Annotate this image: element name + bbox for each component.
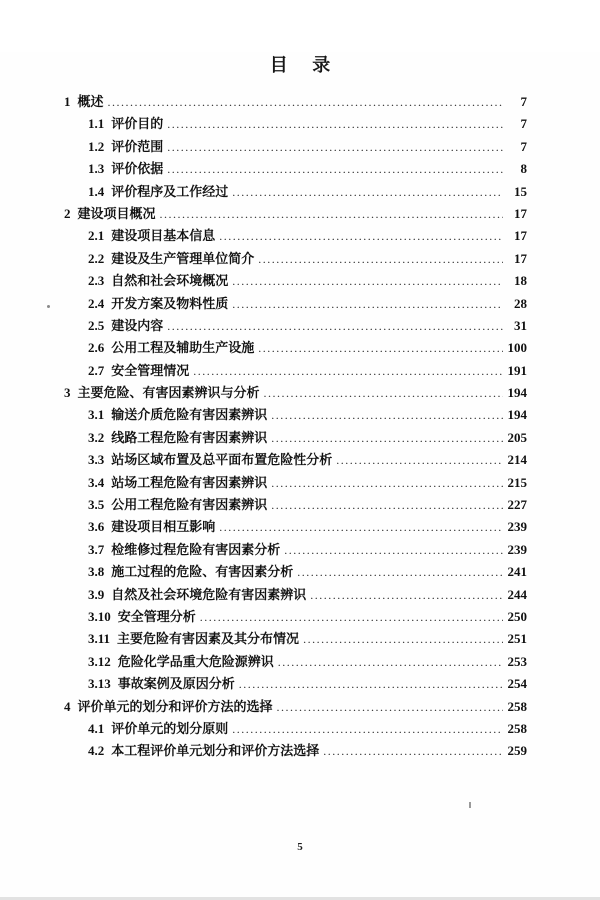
toc-entry-label bbox=[88, 315, 163, 334]
toc-entry bbox=[64, 113, 527, 135]
toc-entry bbox=[64, 494, 527, 516]
toc-entry-number: 2.1 bbox=[88, 228, 105, 244]
toc-entry bbox=[64, 427, 527, 449]
toc-entry-number: 3.4 bbox=[88, 474, 105, 490]
toc-entry-number: 3.11 bbox=[88, 631, 111, 647]
toc-entry-title: 建设项目概况 bbox=[77, 205, 156, 221]
toc-entry-number: 3.2 bbox=[88, 429, 105, 445]
dot-leader bbox=[271, 407, 503, 423]
toc-entry-title: 建设项目基本信息 bbox=[111, 228, 216, 244]
toc-entry-label bbox=[88, 225, 215, 244]
dot-leader bbox=[167, 139, 503, 155]
toc-entry-label bbox=[64, 382, 260, 401]
toc-entry-label bbox=[88, 293, 228, 312]
toc-entry bbox=[64, 696, 527, 718]
toc-entry-number: 3.9 bbox=[88, 586, 105, 602]
toc-entry bbox=[64, 91, 527, 113]
toc-entry-label bbox=[64, 91, 104, 110]
dot-leader bbox=[219, 228, 503, 244]
toc-entry bbox=[64, 270, 527, 292]
toc-entry-label bbox=[88, 270, 228, 289]
toc-entry-number: 1.1 bbox=[88, 116, 105, 132]
toc-entry-label bbox=[88, 449, 332, 468]
toc-entry-number: 1.2 bbox=[88, 138, 105, 154]
toc-entry-number: 2.5 bbox=[88, 317, 105, 333]
dot-leader bbox=[277, 699, 503, 715]
toc-entry bbox=[64, 360, 527, 382]
toc-entry-title: 评价目的 bbox=[111, 116, 164, 132]
toc-entry-label bbox=[88, 360, 189, 379]
toc-entry-label bbox=[88, 516, 215, 535]
toc-entry-label bbox=[88, 718, 228, 737]
toc-entry-title: 评价依据 bbox=[111, 161, 164, 177]
toc-entry-label bbox=[88, 651, 274, 670]
toc-entry-label bbox=[88, 248, 254, 267]
toc-entry bbox=[64, 606, 527, 628]
toc-entry-label bbox=[88, 136, 163, 155]
toc-entry-number: 3.5 bbox=[88, 497, 105, 513]
page-title: 目 录 bbox=[269, 55, 341, 75]
toc-entry-page: 17 bbox=[514, 228, 527, 244]
toc-entry bbox=[64, 248, 527, 270]
toc-entry-title: 自然及社会环境危险有害因素辨识 bbox=[111, 586, 307, 602]
toc-entry-label bbox=[64, 203, 156, 222]
toc-entry bbox=[64, 136, 527, 158]
toc-entry bbox=[64, 651, 527, 673]
toc-entry-title: 评价范围 bbox=[111, 138, 164, 154]
dot-leader bbox=[310, 587, 503, 603]
toc-entry-title: 建设及生产管理单位简介 bbox=[111, 250, 255, 266]
toc-entry-label bbox=[88, 472, 267, 491]
toc-entry-page: 239 bbox=[507, 519, 527, 535]
toc-entry-title: 输送介质危险有害因素辨识 bbox=[111, 407, 268, 423]
toc-entry bbox=[64, 740, 527, 762]
footer-page-number: 5 bbox=[297, 841, 303, 853]
dot-leader bbox=[108, 94, 503, 110]
toc-entry-page: 253 bbox=[507, 653, 527, 669]
toc-entry-label bbox=[88, 337, 254, 356]
toc-entry-title: 危险化学品重大危险源辨识 bbox=[117, 653, 274, 669]
toc-entry bbox=[64, 225, 527, 247]
dot-leader bbox=[278, 654, 503, 670]
toc-entry-title: 主要危险、有害因素辨识与分析 bbox=[77, 385, 260, 401]
toc-entry-page: 8 bbox=[520, 161, 527, 177]
toc-entry-number: 3.13 bbox=[88, 676, 111, 692]
toc-entry-page: 227 bbox=[507, 497, 527, 513]
dot-leader bbox=[271, 497, 503, 513]
toc-entry-page: 100 bbox=[507, 340, 527, 356]
toc-entry bbox=[64, 516, 527, 538]
toc-entry-page: 7 bbox=[520, 116, 527, 132]
toc-entry bbox=[64, 718, 527, 740]
toc-entry-title: 事故案例及原因分析 bbox=[117, 676, 235, 692]
toc-entry-title: 概述 bbox=[77, 94, 104, 109]
toc-entry-page: 194 bbox=[507, 407, 527, 423]
dot-leader bbox=[271, 475, 503, 491]
toc-entry-label bbox=[88, 561, 293, 580]
toc-entry bbox=[64, 404, 527, 426]
toc-entry-title: 主要危险有害因素及其分布情况 bbox=[117, 631, 300, 647]
dot-leader bbox=[219, 519, 503, 535]
dot-leader bbox=[167, 318, 503, 334]
toc-entry-title: 线路工程危险有害因素辨识 bbox=[111, 429, 268, 445]
dot-leader bbox=[232, 184, 503, 200]
dot-leader bbox=[232, 296, 503, 312]
toc-entry-number: 3.3 bbox=[88, 452, 105, 468]
toc-entry-title: 站场工程危险有害因素辨识 bbox=[111, 474, 268, 490]
toc-entry-page: 258 bbox=[507, 720, 527, 736]
toc-entry-label bbox=[88, 628, 299, 647]
toc-entry-page: 31 bbox=[514, 317, 527, 333]
dot-leader bbox=[232, 273, 503, 289]
dot-leader bbox=[323, 743, 503, 759]
toc-entry-label bbox=[88, 404, 267, 423]
toc-entry-page: 250 bbox=[507, 608, 527, 624]
toc-entry-number: 2 bbox=[64, 205, 71, 221]
toc-entry-label bbox=[88, 539, 280, 558]
toc-entry-label bbox=[64, 696, 273, 715]
scan-speck bbox=[47, 305, 50, 308]
toc-entry-page: 241 bbox=[507, 564, 527, 580]
toc-entry-title: 开发方案及物料性质 bbox=[111, 295, 229, 311]
toc-entry-label bbox=[88, 606, 196, 625]
dot-leader bbox=[232, 721, 503, 737]
toc-entry-page: 215 bbox=[507, 474, 527, 490]
toc-entry-page: 28 bbox=[514, 295, 527, 311]
toc-entry-number: 3.8 bbox=[88, 564, 105, 580]
toc-entry-title: 建设项目相互影响 bbox=[111, 519, 216, 535]
toc-entry-number: 4.1 bbox=[88, 720, 105, 736]
toc-entry bbox=[64, 181, 527, 203]
toc-entry-number: 3.7 bbox=[88, 541, 105, 557]
toc-entry-title: 建设内容 bbox=[111, 317, 164, 333]
dot-leader bbox=[271, 430, 503, 446]
toc-entry-page: 205 bbox=[507, 429, 527, 445]
toc-entry-page: 18 bbox=[514, 273, 527, 289]
dot-leader bbox=[303, 631, 503, 647]
toc-entry-page: 251 bbox=[507, 631, 527, 647]
toc-entry-title: 检维修过程危险有害因素分析 bbox=[111, 541, 281, 557]
toc-entry bbox=[64, 628, 527, 650]
toc-entry-label bbox=[88, 158, 163, 177]
toc-entry bbox=[64, 293, 527, 315]
toc-entry-title: 公用工程及辅助生产设施 bbox=[111, 340, 255, 356]
dot-leader bbox=[284, 542, 503, 558]
toc-entry-label bbox=[88, 740, 319, 759]
toc-entry-page: 7 bbox=[520, 138, 527, 154]
toc-entry-page: 194 bbox=[507, 385, 527, 401]
toc-entry-title: 站场区域布置及总平面布置危险性分析 bbox=[111, 452, 333, 468]
toc-entry-number: 2.2 bbox=[88, 250, 105, 266]
toc-entry-page: 17 bbox=[514, 250, 527, 266]
scan-speck bbox=[469, 802, 471, 808]
dot-leader bbox=[336, 452, 503, 468]
toc-entry-title: 评价单元的划分原则 bbox=[111, 720, 229, 736]
toc-entry bbox=[64, 449, 527, 471]
toc-entry-number: 1.3 bbox=[88, 161, 105, 177]
dot-leader bbox=[264, 385, 503, 401]
dot-leader bbox=[258, 340, 503, 356]
toc-entry-number: 3 bbox=[64, 385, 71, 401]
toc-entry-page: 7 bbox=[520, 94, 527, 109]
toc-entry bbox=[64, 158, 527, 180]
dot-leader bbox=[297, 564, 503, 580]
toc-entry bbox=[64, 203, 527, 225]
toc-entry-number: 4 bbox=[64, 698, 71, 714]
toc-entry bbox=[64, 584, 527, 606]
dot-leader bbox=[167, 116, 503, 132]
toc-entry-number: 3.6 bbox=[88, 519, 105, 535]
toc-entry-title: 安全管理分析 bbox=[117, 608, 196, 624]
toc-entry-page: 191 bbox=[507, 362, 527, 378]
toc-entry-number: 2.6 bbox=[88, 340, 105, 356]
toc-list bbox=[0, 91, 600, 763]
toc-entry-number: 2.4 bbox=[88, 295, 105, 311]
toc-entry bbox=[64, 315, 527, 337]
toc-entry-number: 1 bbox=[64, 94, 71, 109]
toc-entry-number: 3.10 bbox=[88, 608, 111, 624]
toc-entry-page: 15 bbox=[514, 183, 527, 199]
toc-entry-page: 258 bbox=[507, 698, 527, 714]
toc-entry-number: 2.7 bbox=[88, 362, 105, 378]
dot-leader bbox=[239, 676, 503, 692]
toc-entry-label bbox=[88, 181, 228, 200]
toc-entry bbox=[64, 472, 527, 494]
toc-entry-label bbox=[88, 494, 267, 513]
toc-entry bbox=[64, 382, 527, 404]
toc-entry-label bbox=[88, 584, 306, 603]
dot-leader bbox=[160, 206, 503, 222]
dot-leader bbox=[193, 363, 503, 379]
toc-entry-page: 254 bbox=[507, 676, 527, 692]
toc-entry-page: 17 bbox=[514, 205, 527, 221]
toc-entry-number: 1.4 bbox=[88, 183, 105, 199]
toc-entry-label bbox=[88, 673, 235, 692]
dot-leader bbox=[200, 609, 503, 625]
toc-entry-title: 施工过程的危险、有害因素分析 bbox=[111, 564, 294, 580]
toc-entry-title: 公用工程危险有害因素辨识 bbox=[111, 497, 268, 513]
toc-entry-label bbox=[88, 427, 267, 446]
toc-entry-number: 3.1 bbox=[88, 407, 105, 423]
toc-entry bbox=[64, 337, 527, 359]
toc-entry-title: 评价单元的划分和评价方法的选择 bbox=[77, 698, 273, 714]
dot-leader bbox=[167, 161, 503, 177]
toc-entry-title: 安全管理情况 bbox=[111, 362, 190, 378]
toc-entry-number: 3.12 bbox=[88, 653, 111, 669]
toc-entry-label bbox=[88, 113, 163, 132]
toc-entry-number: 4.2 bbox=[88, 743, 105, 759]
toc-entry-page: 214 bbox=[507, 452, 527, 468]
toc-entry-title: 本工程评价单元划分和评价方法选择 bbox=[111, 743, 320, 759]
toc-entry bbox=[64, 561, 527, 583]
dot-leader bbox=[258, 251, 503, 267]
toc-entry-number: 2.3 bbox=[88, 273, 105, 289]
toc-entry-title: 评价程序及工作经过 bbox=[111, 183, 229, 199]
toc-entry bbox=[64, 539, 527, 561]
toc-entry-title: 自然和社会环境概况 bbox=[111, 273, 229, 289]
toc-entry-page: 239 bbox=[507, 541, 527, 557]
toc-entry-page: 244 bbox=[507, 586, 527, 602]
toc-entry-page: 259 bbox=[507, 743, 527, 759]
toc-entry bbox=[64, 673, 527, 695]
